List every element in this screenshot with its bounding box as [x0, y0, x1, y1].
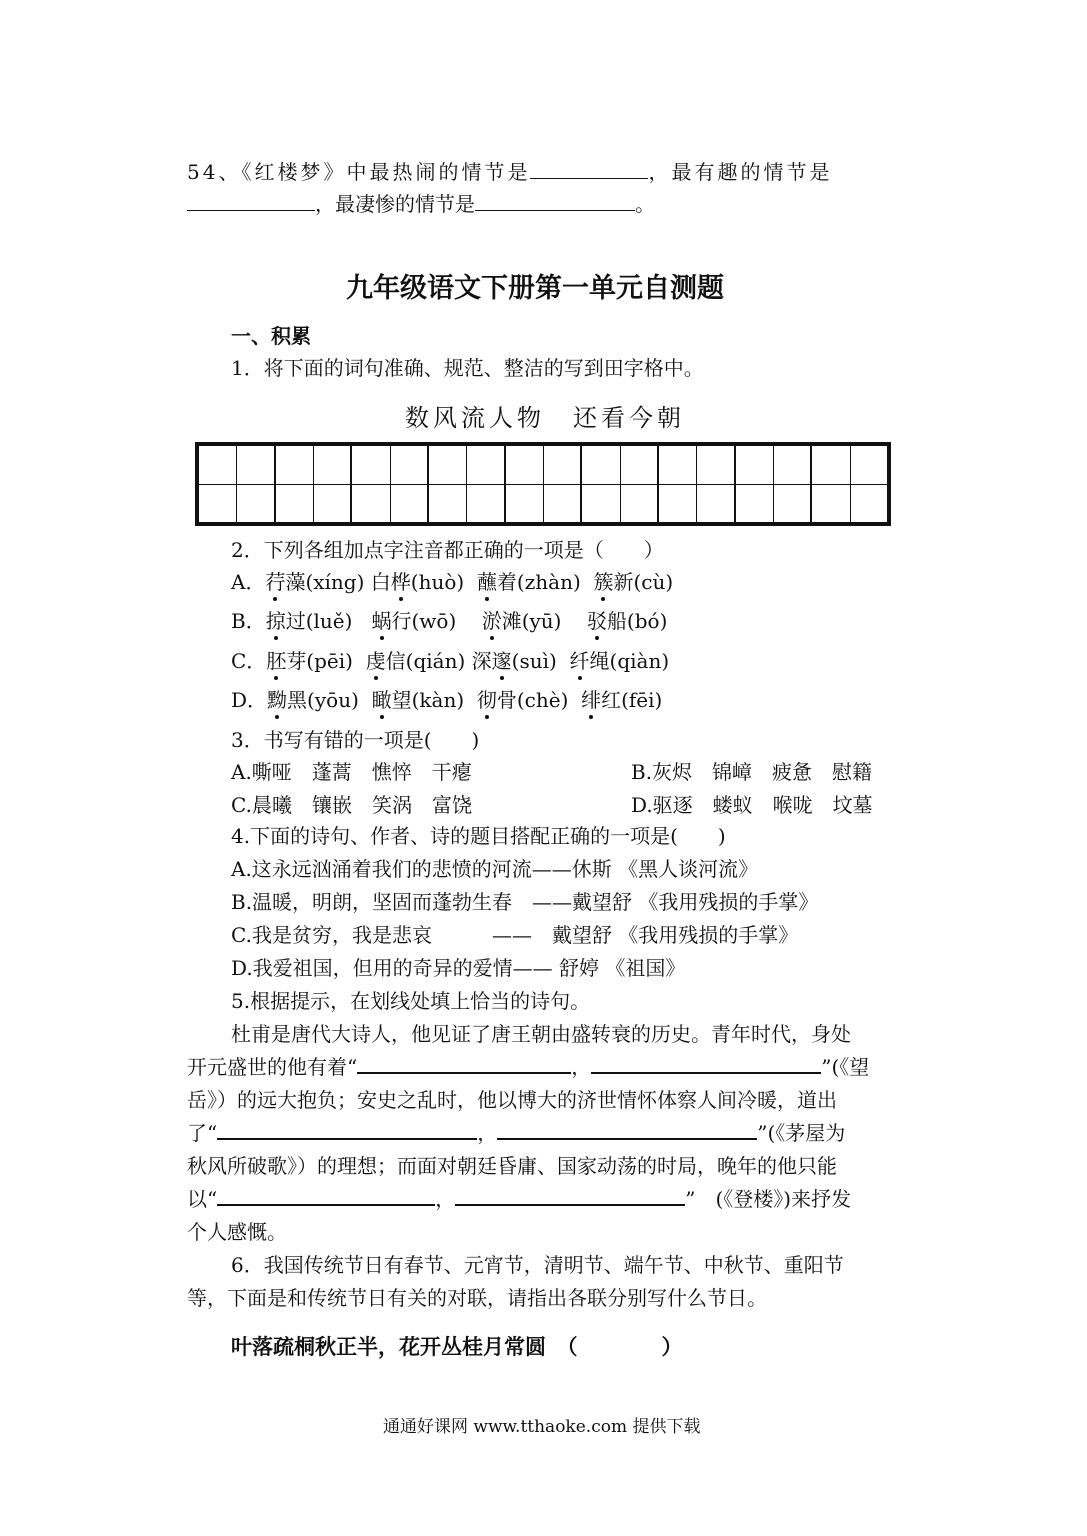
q5-blank-4[interactable] [497, 1120, 757, 1140]
q5-blank-2[interactable] [591, 1054, 821, 1074]
grid-cell[interactable] [812, 446, 887, 522]
q5-para-line1: 杜甫是唐代大诗人，他见证了唐王朝由盛转衰的历史。青年时代，身处 [231, 1022, 851, 1046]
q5-para-line2: 开元盛世的他有着“ ， ”(《望 [187, 1055, 870, 1079]
q54-blank-2[interactable] [187, 192, 315, 211]
q5-para-line5: 秋风所破歌》）的理想；而面对朝廷昏庸、国家动荡的时局，晚年的他只能 [187, 1154, 837, 1178]
q2-option-d: D．黝黑(yōu) 瞰望(kàn) 彻骨(chè) 绯红(fēi) [231, 684, 662, 713]
q54-line1: 54、《红楼梦》中最热闹的情节是 ，最有趣的情节是 [187, 160, 833, 184]
grid-cell[interactable] [736, 446, 813, 522]
q5-blank-5[interactable] [217, 1186, 435, 1206]
q4-option-d: D.我爱祖国，但用的奇异的爱情—— 舒婷 《祖国》 [231, 956, 686, 980]
q3-option-c: C.晨曦 镶嵌 笑涡 富饶 [231, 793, 472, 817]
q54-blank-1[interactable] [530, 160, 648, 179]
q54-blank-3[interactable] [475, 192, 635, 211]
q4-option-b: B.温暖，明朗，坚固而蓬勃生春 ——戴望舒 《我用残损的手掌》 [231, 890, 819, 914]
section-heading: 一、积累 [231, 324, 311, 348]
q1-text: 1．将下面的词句准确、规范、整洁的写到田字格中。 [231, 356, 704, 380]
q6-line1: 6．我国传统节日有春节、元宵节，清明节、端午节、中秋节、重阳节 [231, 1253, 844, 1277]
grid-cell[interactable] [199, 446, 276, 522]
q5-blank-6[interactable] [455, 1186, 685, 1206]
q1-phrase: 数风流人物 还看今朝 [405, 404, 685, 432]
grid-cell[interactable] [582, 446, 659, 522]
q5-para-line3: 岳》）的远大抱负；安史之乱时，他以博大的济世情怀体察人间冷暖，道出 [187, 1088, 837, 1112]
q5-blank-1[interactable] [357, 1054, 571, 1074]
tianzige-grid[interactable] [195, 442, 891, 526]
q5-blank-3[interactable] [217, 1120, 477, 1140]
q5-para-line4: 了“ ， ”(《茅屋为 [187, 1121, 846, 1145]
q54-line2: ，最凄惨的情节是 。 [187, 188, 655, 217]
q6-line2: 等，下面是和传统节日有关的对联，请指出各联分别写什么节日。 [187, 1286, 767, 1310]
page-title: 九年级语文下册第一单元自测题 [346, 273, 724, 304]
grid-cell[interactable] [429, 446, 506, 522]
q2-option-c: C．胚芽(pēi) 虔信(qián) 深邃(suì) 纤绳(qiàn) [231, 645, 669, 674]
q4-text: 4.下面的诗句、作者、诗的题目搭配正确的一项是( ) [231, 824, 726, 848]
q3-text: 3．书写有错的一项是( ) [231, 728, 480, 752]
q2-text: 2．下列各组加点字注音都正确的一项是（ ） [231, 538, 664, 562]
q5-para-line7: 个人感慨。 [187, 1220, 287, 1244]
q2-option-b: B．掠过(luě) 蜗行(wō) 淤滩(yū) 驳船(bó) [231, 605, 667, 634]
grid-cell[interactable] [659, 446, 736, 522]
q4-option-a: A.这永远汹涌着我们的悲愤的河流——休斯 《黑人谈河流》 [231, 857, 759, 881]
grid-cell[interactable] [276, 446, 353, 522]
page-footer: 通通好课网 www.tthaoke.com 提供下载 [383, 1417, 701, 1437]
q4-option-c: C.我是贫穷，我是悲哀 —— 戴望舒 《我用残损的手掌》 [231, 923, 799, 947]
q5-text: 5.根据提示，在划线处填上恰当的诗句。 [231, 989, 591, 1013]
q3-option-a: A.嘶哑 蓬蒿 憔悴 干瘪 [231, 760, 472, 784]
q6-couplet: 叶落疏桐秋正半，花开丛桂月常圆 （ ） [231, 1335, 683, 1359]
q2-option-a: A．荇藻(xíng) 白桦(huò) 蘸着(zhàn) 簇新(cù) [231, 566, 673, 595]
grid-cell[interactable] [352, 446, 429, 522]
grid-cell[interactable] [506, 446, 583, 522]
q5-para-line6: 以“ ， ” (《登楼》)来抒发 [187, 1187, 852, 1211]
q3-option-b: B.灰烬 锦嶂 疲惫 慰籍 [631, 760, 873, 784]
q3-option-d: D.驱逐 蝼蚁 喉咙 坟墓 [631, 793, 873, 817]
